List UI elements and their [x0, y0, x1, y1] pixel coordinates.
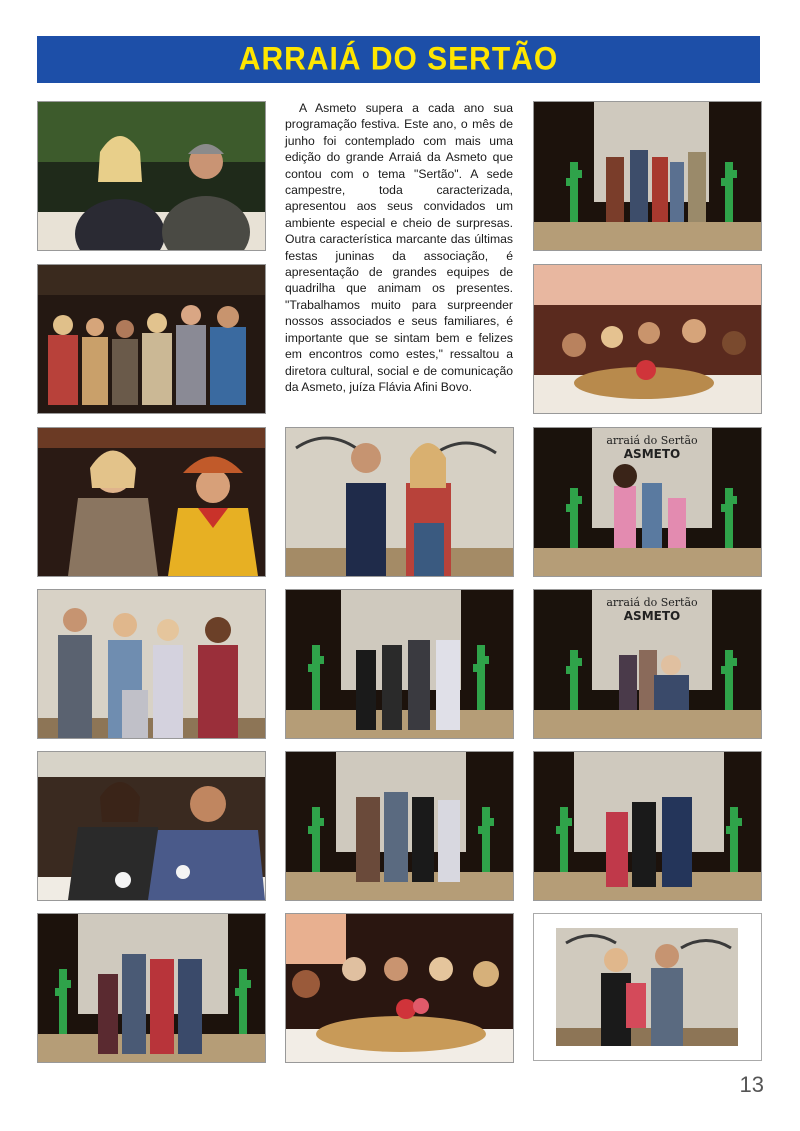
title-banner — [37, 36, 760, 83]
svg-text:arraiá do Sertão: arraiá do Sertão — [606, 596, 698, 609]
photo-group-backdrop-2 — [285, 589, 514, 739]
photo-family-six — [37, 589, 266, 739]
svg-text:ASMETO: ASMETO — [623, 609, 681, 623]
svg-text:arraiá do Sertão: arraiá do Sertão — [606, 434, 698, 447]
page-title: ARRAIÁ DO SERTÃO — [238, 41, 559, 77]
photo-guests-at-table-flowers — [285, 913, 514, 1063]
photo-woman-and-costumed-man — [37, 427, 266, 577]
photo-frame-couple-child — [533, 913, 762, 1061]
photo-couple-backdrop-1 — [285, 427, 514, 577]
photo-couple-child-backdrop — [556, 928, 738, 1046]
photo-group-six-guests — [37, 264, 266, 414]
photo-four-guests-backdrop — [285, 751, 514, 901]
svg-text:ASMETO: ASMETO — [623, 447, 681, 461]
photo-two-guests-seated — [37, 101, 266, 251]
photo-couple-at-table — [37, 751, 266, 901]
photo-seated-elder-backdrop — [533, 589, 762, 739]
page-number: 13 — [739, 1072, 764, 1097]
photo-costumed-group-backdrop — [533, 427, 762, 577]
article-text: A Asmeto supera a cada ano sua programação festiva. Este ano, o mês de junho foi contemplado com mais uma edição do grande Arraiá da Asmeto que contou com o tema "Sertão". A sede campestre, toda caracterizada, apresentou aos seus convidados um ambiente especial e cheio de surpresas. Outra característica marcante das últimas festas juninas da associação, é apresentação de grandes equipes de quadrilha que animam os presentes. "Trabalhamos muito para surpreender nossos associados e seus familiares, é importante que se sintam bem e felizes em encontros como estes," ressaltou a diretora cultural, social e de comunicação da Asmeto, juíza Flávia Afini Bovo. — [285, 101, 513, 394]
photo-family-backdrop-3 — [533, 751, 762, 901]
photo-family-backdrop-4 — [37, 913, 266, 1063]
photo-group-at-table — [533, 264, 762, 414]
photo-family-backdrop-1 — [533, 101, 762, 251]
